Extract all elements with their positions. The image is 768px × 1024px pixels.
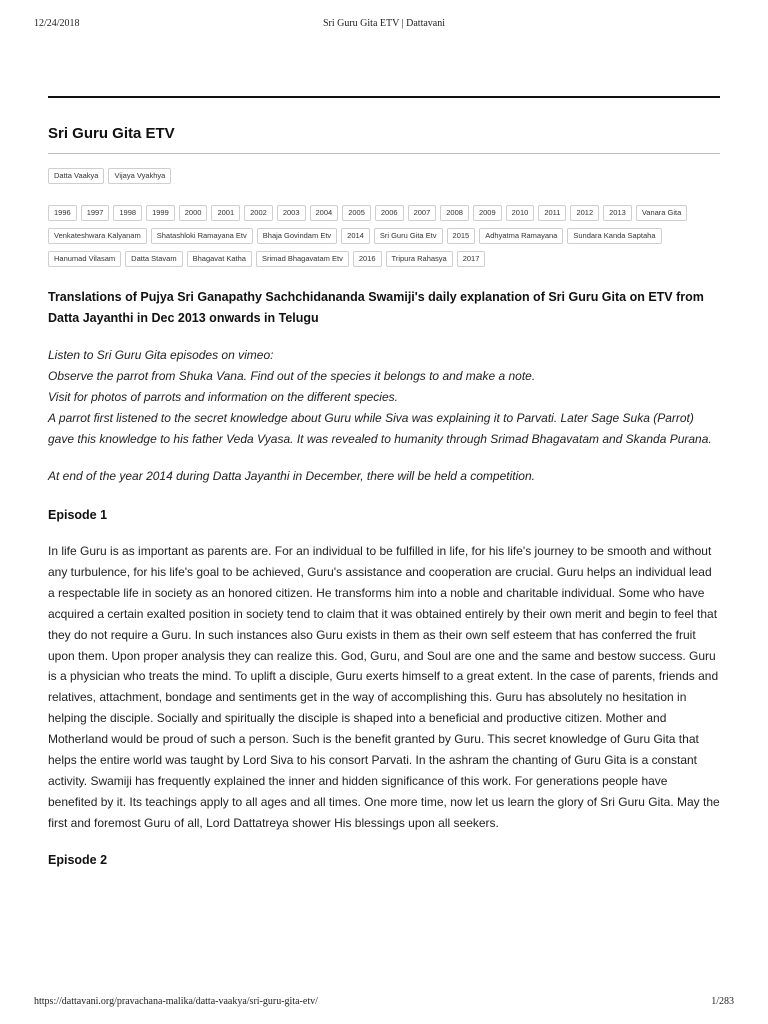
primary-tag-list: [48, 168, 720, 184]
tag-link[interactable]: 2006: [375, 205, 404, 221]
tag-link[interactable]: 1997: [81, 205, 110, 221]
tag-link[interactable]: Shatashloki Ramayana Etv: [151, 228, 253, 244]
tag-link[interactable]: 2017: [457, 251, 486, 267]
article: [48, 96, 720, 870]
tag-link[interactable]: 1996: [48, 205, 77, 221]
parrot-note: [48, 345, 720, 450]
tag-link[interactable]: 2003: [277, 205, 306, 221]
tag-link[interactable]: Datta Vaakya: [48, 168, 104, 184]
italic-line: A parrot first listened to the secret knowledge about Guru while Siva was explaining it to Parvati. Later Sage Suka (Parrot) gave this knowledge to his father Veda Vyasa. It was revealed to humanity through Srimad Bhagavatam and Skanda Purana.: [48, 411, 712, 446]
title-divider: [48, 153, 720, 154]
tag-link[interactable]: 2015: [447, 228, 476, 244]
tag-link[interactable]: Sundara Kanda Saptaha: [567, 228, 661, 244]
tag-link[interactable]: 2001: [211, 205, 240, 221]
italic-line: Listen to Sri Guru Gita episodes on vimeo:: [48, 348, 274, 362]
tag-link[interactable]: 2011: [538, 205, 566, 221]
tag-link[interactable]: 2014: [341, 228, 370, 244]
tag-link[interactable]: Srimad Bhagavatam Etv: [256, 251, 349, 267]
tag-link[interactable]: 2000: [179, 205, 208, 221]
tag-link[interactable]: Hanumad Vilasam: [48, 251, 121, 267]
intro-heading: Translations of Pujya Sri Ganapathy Sachchidananda Swamiji's daily explanation of Sri Guru Gita on ETV from Datta Jayanthi in Dec 2013 onwards in Telugu: [48, 290, 704, 325]
tag-link[interactable]: Venkateshwara Kalyanam: [48, 228, 147, 244]
italic-line: Observe the parrot from Shuka Vana. Find out of the species it belongs to and make a note.: [48, 369, 536, 383]
tag-link[interactable]: 2007: [408, 205, 437, 221]
tag-link[interactable]: Bhagavat Katha: [187, 251, 252, 267]
top-divider: [48, 96, 720, 98]
tag-link[interactable]: 2009: [473, 205, 502, 221]
episode-2-heading: Episode 2: [48, 852, 108, 867]
page-title: Sri Guru Gita ETV: [48, 125, 175, 142]
tag-link[interactable]: Adhyatma Ramayana: [479, 228, 563, 244]
tag-link[interactable]: 1998: [113, 205, 142, 221]
tag-link[interactable]: Vijaya Vyakhya: [108, 168, 171, 184]
print-header: [0, 18, 768, 32]
episode-1-heading: Episode 1: [48, 508, 108, 522]
tag-link[interactable]: 2005: [342, 205, 371, 221]
print-footer: [0, 996, 768, 1010]
tag-link[interactable]: Vanara Gita: [636, 205, 687, 221]
tag-link[interactable]: Sri Guru Gita Etv: [374, 228, 443, 244]
print-url: https://dattavani.org/pravachana-malika/datta-vaakya/sri-guru-gita-etv/: [34, 996, 318, 1007]
tag-link[interactable]: 2002: [244, 205, 273, 221]
tag-link[interactable]: 2016: [353, 251, 382, 267]
print-doc-title: Sri Guru Gita ETV | Dattavani: [322, 18, 446, 29]
tag-link[interactable]: Tripura Rahasya: [386, 251, 453, 267]
italic-line: Visit for photos of parrots and information on the different species.: [48, 390, 398, 404]
tag-link[interactable]: 2010: [506, 205, 535, 221]
tag-link[interactable]: 2008: [440, 205, 469, 221]
print-page-number: 1/283: [711, 996, 734, 1007]
tag-link[interactable]: 2004: [310, 205, 339, 221]
tag-link[interactable]: 1999: [146, 205, 175, 221]
tag-link[interactable]: 2013: [603, 205, 632, 221]
print-date: 12/24/2018: [34, 18, 80, 29]
tag-link[interactable]: 2012: [570, 205, 599, 221]
competition-note: At end of the year 2014 during Datta Jayanthi in December, there will be held a competition.: [48, 469, 535, 483]
tag-link[interactable]: Bhaja Govindam Etv: [257, 228, 337, 244]
archive-tag-list: [48, 205, 720, 267]
episode-1-body: In life Guru is as important as parents are. For an individual to be fulfilled in life, for his life's journey to be smooth and without any turbulence, for his life's goal to be achieved, Guru's assistance and cooperation are crucial. Guru helps an individual lead a respectable life in society as an honored citizen. He transforms him into a noble and charitable individual. Some who have acquired a certain exalted position in society tend to claim that it was obtained entirely by their own merit and begin to feel that they do not require a Guru. In such instances also Guru exists in them as their own self esteem that has conferred the fruit upon them. Upon proper analysis they can realize this. God, Guru, and Soul are one and the same and bestow success. Guru is a physician who treats the mind. To uplift a disciple, Guru exerts himself to a great extent. In the case of parents, friends and relatives, attachment, bondage and sentiments get in the way of accomplishing this. Guru has absolutely no hesitation in helping the disciple. Socially and spiritually the disciple is shaped into a beneficial and productive citizen. Mother and Motherland would be proud of such a person. Such is the benefit granted by Guru. This secret knowledge of Guru Gita that helps the entire world was taught by Lord Siva to his consort Parvati. In the ashram the chanting of Guru Gita is a constant activity. Swamiji has frequently explained the inner and hidden significance of this work. For generations people have benefited by it. Its teachings apply to all ages and all times. One more time, now let us learn the glory of Sri Guru Gita. May the first and foremost Guru of all, Lord Dattatreya shower His blessings upon all seekers.: [48, 544, 720, 830]
tag-link[interactable]: Datta Stavam: [125, 251, 182, 267]
